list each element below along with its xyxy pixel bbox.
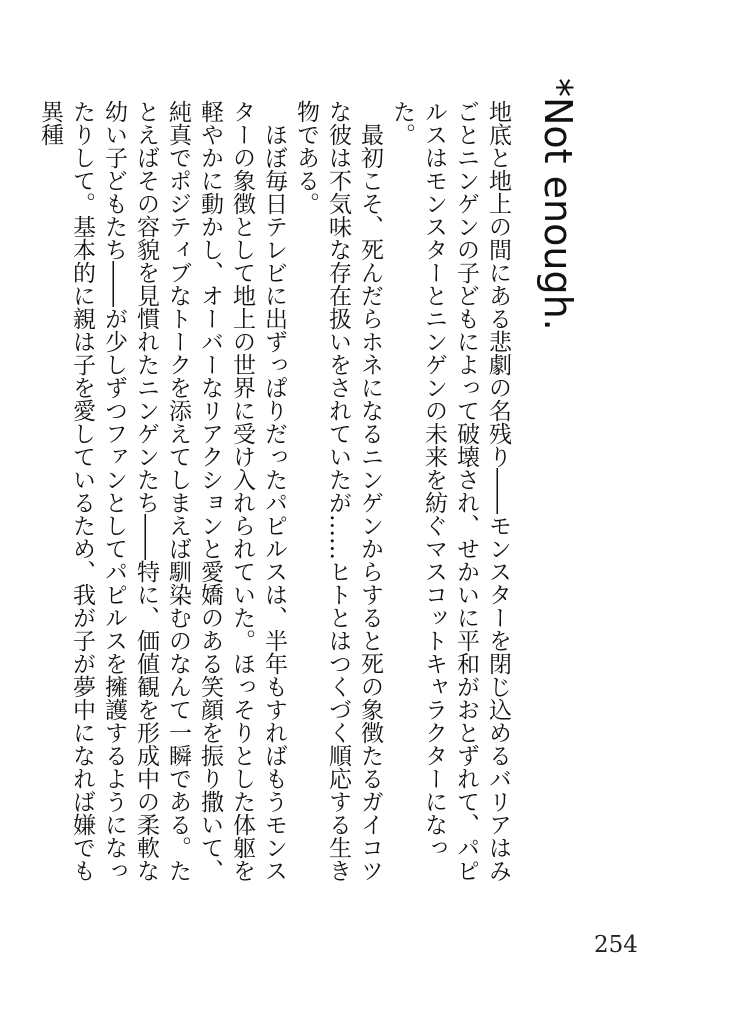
body-text xyxy=(34,100,514,900)
chapter-title: *Not enough. xyxy=(536,78,580,331)
page-number: 254 xyxy=(594,932,638,958)
paragraph: ほぼ毎日テレビに出ずっぱりだったパピルスは、半年もすればもうモンスターの象徴として地上の世界に受け入れられていた。ほっそりとした体躯を軽やかに動かし、オーバーなリアクションと愛嬌のある笑顔を振り撒いて、純真でポジティブなトークを添えてしまえば馴染むのなんて一瞬である。たとえばその容貌を見慣れたニンゲンたち――特に、価値観を形成中の柔軟な幼い子どもたち――が少しずつファンとしてパピルスを擁護するようになったりして。基本的に親は子を愛しているため、我が子が夢中になれば嫌でも異種 xyxy=(37,100,287,882)
paragraph: 最初こそ、死んだらホネになるニンゲンからすると死の象徴たるガイコツな彼は不気味な存在扱いをされていたが……ヒトとはつくづく順応する生き物である。 xyxy=(293,100,383,882)
paragraph: 地底と地上の間にある悲劇の名残り――モンスターを閉じ込めるバリアはみごとニンゲンの子どもによって破壊され、せかいに平和がおとずれて、パピルスはモンスターとニンゲンの未来を紡ぐマスコットキャラクターになった。 xyxy=(389,100,511,882)
